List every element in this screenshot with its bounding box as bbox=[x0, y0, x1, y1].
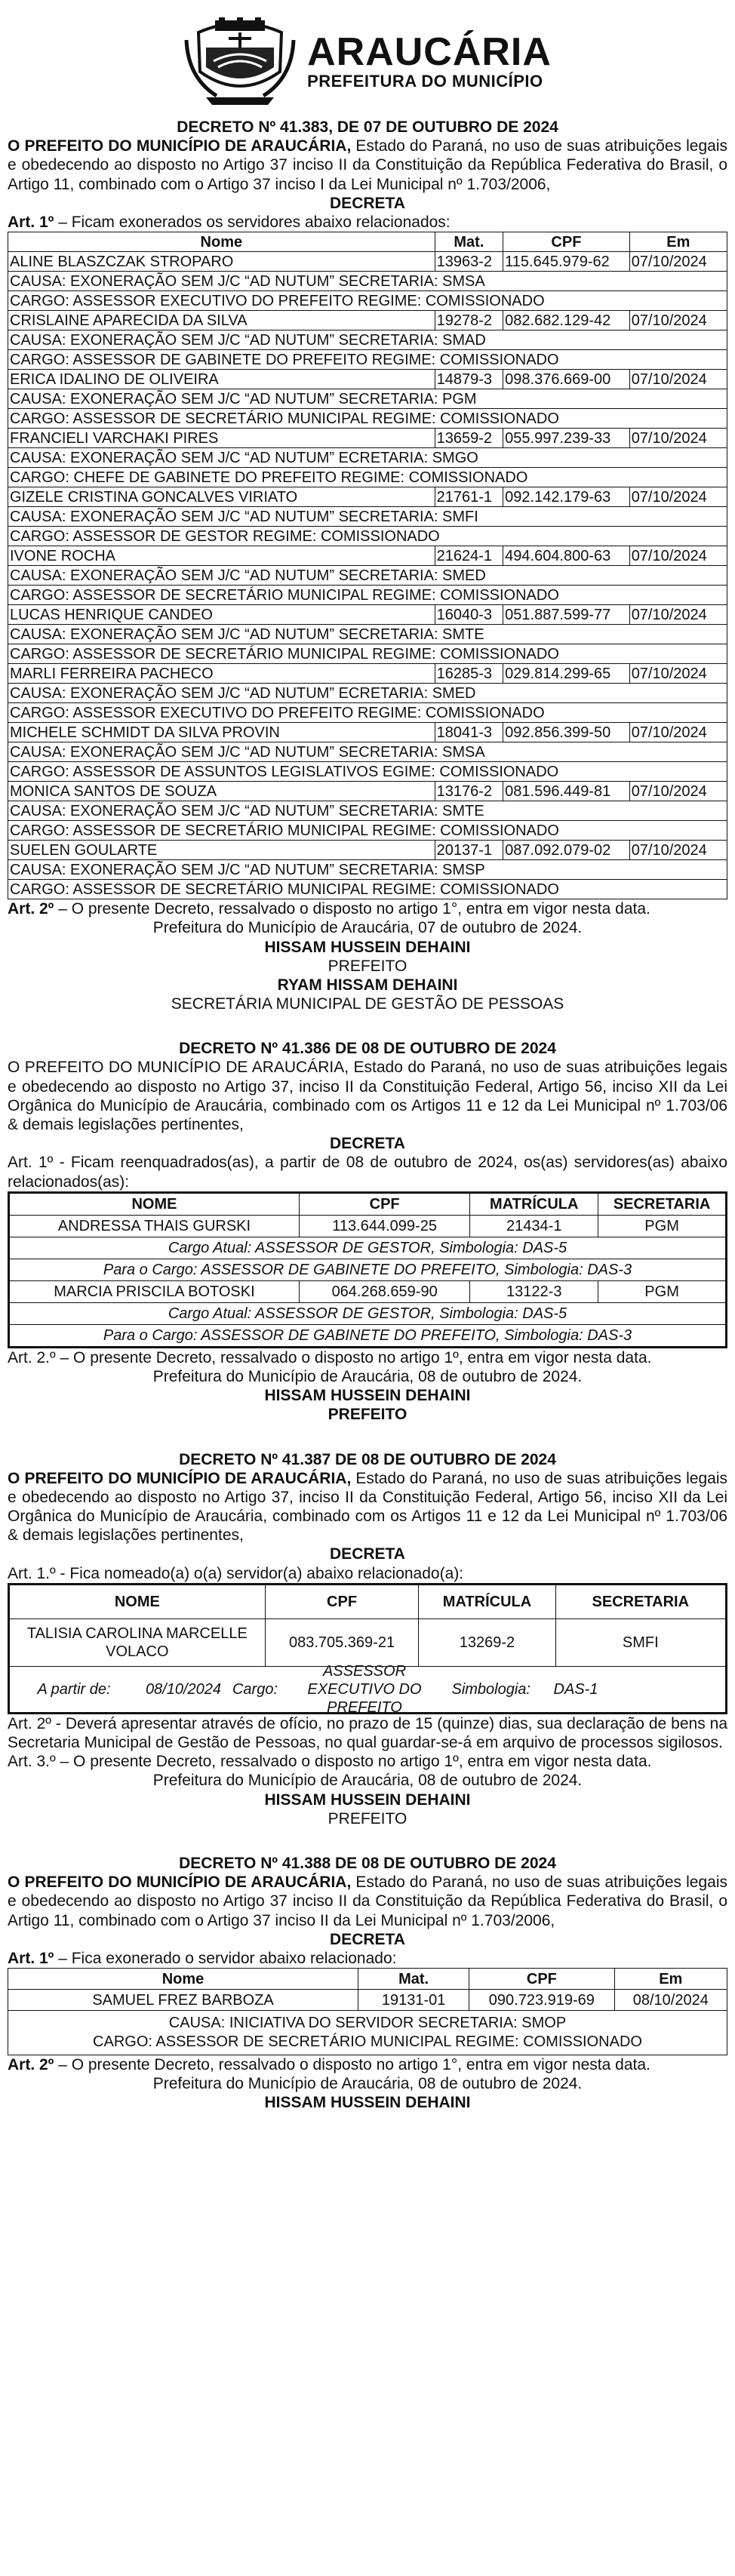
table-row bbox=[8, 546, 727, 566]
col-header: CPF bbox=[469, 1969, 614, 1990]
table-row bbox=[9, 1618, 727, 1666]
cell-matricula: 13176-2 bbox=[435, 782, 503, 801]
article-2: Art. 2º – O presente Decreto, ressalvado o disposto no artigo 1°, entra em vigor nesta data. bbox=[8, 2056, 650, 2074]
cell-em: 07/10/2024 bbox=[629, 311, 727, 330]
table-row-causa bbox=[8, 389, 727, 409]
label: Simbologia: bbox=[451, 1680, 530, 1698]
decree-title: DECRETO Nº 41.388 DE 08 DE OUTUBRO DE 2024 bbox=[179, 1854, 556, 1872]
table-row bbox=[8, 1990, 727, 2011]
article-1: Art. 1º - Ficam reenquadrados(as), a partir de 08 de outubro de 2024, os(as) servidores(as) abaixo relacionados(as): bbox=[8, 1154, 727, 1191]
label: A partir de: bbox=[37, 1680, 111, 1698]
table-row bbox=[8, 487, 727, 507]
cell-matricula: 21624-1 bbox=[435, 546, 503, 566]
cause-line: CAUSA: EXONERAÇÃO SEM J/C “AD NUTUM” ECRETARIA: SMGO bbox=[8, 448, 727, 468]
cell-cpf: 090.723.919-69 bbox=[469, 1990, 614, 2011]
table-row bbox=[8, 370, 727, 389]
brand-name: ARAUCÁRIA bbox=[307, 29, 552, 74]
cell-nome: MARLI FERREIRA PACHECO bbox=[8, 664, 435, 684]
cargo-line: CARGO: ASSESSOR DE ASSUNTOS LEGISLATIVOS EGIME: COMISSIONADO bbox=[8, 762, 727, 782]
place-date: Prefeitura do Município de Araucária, 08 de outubro de 2024. bbox=[152, 2075, 583, 2093]
cell-nome: MICHELE SCHMIDT DA SILVA PROVIN bbox=[8, 723, 435, 742]
signature-role: PREFEITO bbox=[328, 1809, 407, 1827]
article-1: Art. 1º – Fica exonerado o servidor abaixo relacionado: bbox=[8, 1949, 397, 1967]
cell-matricula: 13269-2 bbox=[419, 1618, 555, 1666]
appointment-table bbox=[8, 1583, 727, 1714]
col-header: Nome bbox=[8, 1969, 358, 1990]
col-header: MATRÍCULA bbox=[419, 1584, 555, 1618]
table-row bbox=[8, 664, 727, 684]
table-row-causa bbox=[8, 448, 727, 468]
cell-cpf: 115.645.979-62 bbox=[503, 252, 630, 272]
decree-title: DECRETO Nº 41.386 DE 08 DE OUTUBRO DE 2024 bbox=[179, 1040, 556, 1058]
table-row-causa bbox=[8, 801, 727, 821]
signature-name: HISSAM HUSSEIN DEHAINI bbox=[264, 2094, 471, 2112]
cell-secretaria: SMFI bbox=[555, 1618, 726, 1666]
decree-title: DECRETO Nº 41.383, DE 07 DE OUTUBRO DE 2024 bbox=[177, 118, 558, 136]
cell-cpf: 087.092.079-02 bbox=[503, 841, 630, 860]
cargo-line: CARGO: ASSESSOR EXECUTIVO DO PREFEITO REGIME: COMISSIONADO bbox=[8, 703, 727, 723]
current-position: Cargo Atual: ASSESSOR DE GESTOR, Simbologia: DAS-5 bbox=[9, 1302, 727, 1324]
decree-41388 bbox=[8, 1854, 727, 2113]
table-row-cargo bbox=[8, 350, 727, 370]
col-header: MATRÍCULA bbox=[470, 1192, 598, 1215]
cell-em: 07/10/2024 bbox=[629, 546, 727, 566]
cell-matricula: 19278-2 bbox=[435, 311, 503, 330]
label: Cargo: bbox=[232, 1680, 278, 1698]
col-header: NOME bbox=[9, 1584, 266, 1618]
cell-nome: MARCIA PRISCILA BOTOSKI bbox=[9, 1280, 300, 1302]
cell-nome: SAMUEL FREZ BARBOZA bbox=[8, 1990, 358, 2011]
cell-em: 07/10/2024 bbox=[629, 841, 727, 860]
cargo-line: CARGO: ASSESSOR DE GABINETE DO PREFEITO REGIME: COMISSIONADO bbox=[8, 350, 727, 370]
table-row bbox=[8, 605, 727, 625]
cell-matricula: 14879-3 bbox=[435, 370, 503, 389]
table-row-causa bbox=[8, 860, 727, 880]
signature-name: RYAM HISSAM DEHAINI bbox=[277, 976, 458, 994]
cause-line: CAUSA: EXONERAÇÃO SEM J/C “AD NUTUM” SECRETARIA: SMSA bbox=[8, 742, 727, 762]
col-header: NOME bbox=[9, 1192, 300, 1215]
exoneration-table bbox=[8, 232, 727, 899]
table-row-cargo bbox=[8, 762, 727, 782]
cell-matricula: 13659-2 bbox=[435, 429, 503, 448]
cause-line: CAUSA: EXONERAÇÃO SEM J/C “AD NUTUM” SECRETARIA: SMTE bbox=[8, 625, 727, 644]
col-header: Mat. bbox=[435, 232, 503, 252]
cell-secretaria: PGM bbox=[598, 1215, 727, 1237]
article-2: Art. 2º - Deverá apresentar através de ofício, no prazo de 15 (quinze) dias, sua declaração de bens na Secretaria Municipal de Gestão de Pessoas, no qual guardar-se-á em arquivo de processos sigilosos. bbox=[8, 1714, 727, 1751]
decreta-heading: DECRETA bbox=[330, 1930, 405, 1948]
cell-matricula: 21434-1 bbox=[470, 1215, 598, 1237]
table-row bbox=[8, 252, 727, 272]
cell-cpf: 051.887.599-77 bbox=[503, 605, 630, 625]
article-1: Art. 1º – Ficam exonerados os servidores abaixo relacionados: bbox=[8, 213, 451, 231]
col-header: SECRETARIA bbox=[598, 1192, 727, 1215]
cause-line: CAUSA: EXONERAÇÃO SEM J/C “AD NUTUM” SECRETARIA: SMSP bbox=[8, 860, 727, 880]
cargo-line: CARGO: ASSESSOR DE SECRETÁRIO MUNICIPAL REGIME: COMISSIONADO bbox=[8, 821, 727, 841]
cargo-line: CARGO: ASSESSOR EXECUTIVO DO PREFEITO REGIME: COMISSIONADO bbox=[8, 291, 727, 311]
cause-line: CAUSA: EXONERAÇÃO SEM J/C “AD NUTUM” SECRETARIA: SMED bbox=[8, 566, 727, 586]
cause-line: CAUSA: EXONERAÇÃO SEM J/C “AD NUTUM” ECRETARIA: SMED bbox=[8, 684, 727, 703]
col-header: Em bbox=[614, 1969, 727, 1990]
cell-nome: GIZELE CRISTINA GONCALVES VIRIATO bbox=[8, 487, 435, 507]
cell-nome: LUCAS HENRIQUE CANDEO bbox=[8, 605, 435, 625]
cell-matricula: 13963-2 bbox=[435, 252, 503, 272]
cell-matricula: 21761-1 bbox=[435, 487, 503, 507]
table-row bbox=[8, 841, 727, 860]
cell-nome: FRANCIELI VARCHAKI PIRES bbox=[8, 429, 435, 448]
header bbox=[8, 17, 727, 107]
table-row-causa bbox=[8, 742, 727, 762]
table-row bbox=[8, 723, 727, 742]
cell-cpf: 055.997.239-33 bbox=[503, 429, 630, 448]
new-position: Para o Cargo: ASSESSOR DE GABINETE DO PREFEITO, Simbologia: DAS-3 bbox=[9, 1259, 727, 1280]
table-row-cargo bbox=[8, 703, 727, 723]
value: ASSESSOR EXECUTIVO DO PREFEITO bbox=[307, 1662, 422, 1716]
table-row-cargo bbox=[8, 880, 727, 899]
col-header: CPF bbox=[299, 1192, 469, 1215]
cell-nome: SUELEN GOULARTE bbox=[8, 841, 435, 860]
cargo-line: CARGO: ASSESSOR DE SECRETÁRIO MUNICIPAL REGIME: COMISSIONADO bbox=[93, 2033, 642, 2051]
cell-secretaria: PGM bbox=[598, 1280, 727, 1302]
table-row-causa bbox=[8, 330, 727, 350]
table-row bbox=[8, 2011, 727, 2055]
reclassification-table-body bbox=[9, 1215, 727, 1347]
cell-em: 07/10/2024 bbox=[629, 487, 727, 507]
signature-role: SECRETÁRIA MUNICIPAL DE GESTÃO DE PESSOAS bbox=[171, 995, 564, 1013]
signature-role: PREFEITO bbox=[328, 957, 407, 975]
cause-line: CAUSA: EXONERAÇÃO SEM J/C “AD NUTUM” SECRETARIA: SMTE bbox=[8, 801, 727, 821]
decreta-heading: DECRETA bbox=[330, 194, 405, 212]
cargo-line: CARGO: ASSESSOR DE SECRETÁRIO MUNICIPAL REGIME: COMISSIONADO bbox=[8, 644, 727, 664]
cell-em: 08/10/2024 bbox=[614, 1990, 727, 2011]
article-2: Art. 2º – O presente Decreto, ressalvado o disposto no artigo 1°, entra em vigor nesta data. bbox=[8, 900, 650, 918]
decree-preamble: O PREFEITO DO MUNICÍPIO DE ARAUCÁRIA, Estado do Paraná, no uso de suas atribuições legais e obedecendo ao disposto no Artigo 37 inciso II da Constituição da República Federativa do Brasil, o Artigo 11, combinado com o Artigo 37 inciso I da Lei Municipal nº 1.703/2006, bbox=[8, 137, 728, 193]
cell-matricula: 19131-01 bbox=[358, 1990, 469, 2011]
cell-matricula: 16285-3 bbox=[435, 664, 503, 684]
current-position: Cargo Atual: ASSESSOR DE GESTOR, Simbologia: DAS-5 bbox=[9, 1237, 727, 1259]
cell-nome: IVONE ROCHA bbox=[8, 546, 435, 566]
cell-cpf: 082.682.129-42 bbox=[503, 311, 630, 330]
table-row-cargo bbox=[8, 468, 727, 487]
table-row-atual bbox=[9, 1302, 727, 1324]
decree-preamble: O PREFEITO DO MUNICÍPIO DE ARAUCÁRIA, Estado do Paraná, no uso de suas atribuições legais e obedecendo ao disposto no Artigo 37, inciso II da Constituição Federal, Artigo 56, inciso XII da Lei Orgânica do Município de Araucária, combinado com os Artigos 11 e 12 da Lei Municipal nº 1.703/06 & demais legislações pertinentes, bbox=[8, 1059, 727, 1133]
cell-matricula: 18041-3 bbox=[435, 723, 503, 742]
table-row-causa bbox=[8, 625, 727, 644]
cell-matricula: 16040-3 bbox=[435, 605, 503, 625]
municipal-crest-icon bbox=[183, 17, 297, 106]
cell-cpf: 092.856.399-50 bbox=[503, 723, 630, 742]
cell-em: 07/10/2024 bbox=[629, 723, 727, 742]
table-row-causa bbox=[8, 272, 727, 291]
col-header: Em bbox=[629, 232, 727, 252]
article-2: Art. 2.º – O presente Decreto, ressalvado o disposto no artigo 1º, entra em vigor nesta data. bbox=[8, 1348, 652, 1366]
cause-line: CAUSA: INICIATIVA DO SERVIDOR SECRETARIA: SMOP bbox=[168, 2015, 567, 2032]
cause-line: CAUSA: EXONERAÇÃO SEM J/C “AD NUTUM” SECRETARIA: PGM bbox=[8, 389, 727, 409]
value: DAS-1 bbox=[553, 1680, 598, 1698]
table-row bbox=[9, 1280, 727, 1302]
decree-41386 bbox=[8, 1039, 727, 1424]
cell-cpf: 081.596.449-81 bbox=[503, 782, 630, 801]
table-row-novo bbox=[9, 1324, 727, 1347]
signature-name: HISSAM HUSSEIN DEHAINI bbox=[264, 1791, 471, 1809]
cell-nome: CRISLAINE APARECIDA DA SILVA bbox=[8, 311, 435, 330]
table-row-cargo bbox=[8, 586, 727, 605]
brand bbox=[307, 29, 552, 91]
table-row bbox=[8, 782, 727, 801]
table-row-cargo bbox=[8, 291, 727, 311]
cargo-line: CARGO: ASSESSOR DE GESTOR REGIME: COMISSIONADO bbox=[8, 527, 727, 546]
exoneration-table bbox=[8, 1968, 727, 2055]
cell-nome: ANDRESSA THAIS GURSKI bbox=[9, 1215, 300, 1237]
col-header: SECRETARIA bbox=[555, 1584, 726, 1618]
table-row-cargo bbox=[8, 821, 727, 841]
table-row bbox=[9, 1666, 727, 1713]
cause-line: CAUSA: EXONERAÇÃO SEM J/C “AD NUTUM” SECRETARIA: SMAD bbox=[8, 330, 727, 350]
cargo-line: CARGO: CHEFE DE GABINETE DO PREFEITO REGIME: COMISSIONADO bbox=[8, 468, 727, 487]
cargo-line: CARGO: ASSESSOR DE SECRETÁRIO MUNICIPAL REGIME: COMISSIONADO bbox=[8, 586, 727, 605]
cause-line: CAUSA: EXONERAÇÃO SEM J/C “AD NUTUM” SECRETARIA: SMSA bbox=[8, 272, 727, 291]
cell-em: 07/10/2024 bbox=[629, 782, 727, 801]
cell-em: 07/10/2024 bbox=[629, 664, 727, 684]
table-row bbox=[8, 429, 727, 448]
table-row-causa bbox=[8, 507, 727, 527]
col-header: CPF bbox=[265, 1584, 419, 1618]
cell-cpf: 113.644.099-25 bbox=[299, 1215, 469, 1237]
cause-line: CAUSA: EXONERAÇÃO SEM J/C “AD NUTUM” SECRETARIA: SMFI bbox=[8, 507, 727, 527]
cell-em: 07/10/2024 bbox=[629, 252, 727, 272]
cell-cpf: 092.142.179-63 bbox=[503, 487, 630, 507]
table-row bbox=[8, 311, 727, 330]
cell-cpf: 083.705.369-21 bbox=[265, 1618, 419, 1666]
cell-cpf: 064.268.659-90 bbox=[299, 1280, 469, 1302]
cell-cpf: 494.604.800-63 bbox=[503, 546, 630, 566]
reclassification-table bbox=[8, 1191, 727, 1348]
decreta-heading: DECRETA bbox=[330, 1135, 405, 1153]
signature-role: PREFEITO bbox=[328, 1406, 407, 1424]
new-position: Para o Cargo: ASSESSOR DE GABINETE DO PREFEITO, Simbologia: DAS-3 bbox=[9, 1324, 727, 1347]
table-row-atual bbox=[9, 1237, 727, 1259]
article-3: Art. 3.º – O presente Decreto, ressalvado o disposto no artigo 1º, entra em vigor nesta data. bbox=[8, 1753, 652, 1771]
cell-nome: MONICA SANTOS DE SOUZA bbox=[8, 782, 435, 801]
cell-nome: TALISIA CAROLINA MARCELLE VOLACO bbox=[9, 1618, 266, 1666]
cargo-line: CARGO: ASSESSOR DE SECRETÁRIO MUNICIPAL REGIME: COMISSIONADO bbox=[8, 409, 727, 429]
cell-em: 07/10/2024 bbox=[629, 370, 727, 389]
place-date: Prefeitura do Município de Araucária, 07 de outubro de 2024. bbox=[152, 919, 583, 937]
decree-41387 bbox=[8, 1450, 727, 1828]
decree-title: DECRETO Nº 41.387 DE 08 DE OUTUBRO DE 2024 bbox=[179, 1450, 556, 1468]
cell-matricula: 13122-3 bbox=[470, 1280, 598, 1302]
value: 08/10/2024 bbox=[145, 1680, 222, 1698]
decree-preamble: O PREFEITO DO MUNICÍPIO DE ARAUCÁRIA, Estado do Paraná, no uso de suas atribuições legais e obedecendo ao disposto no Artigo 37 inciso II da Constituição da República Federativa do Brasil, o Artigo 11, combinado com o Artigo 37 inciso II da Lei Municipal nº 1.703/2006, bbox=[8, 1874, 728, 1929]
cell-em: 07/10/2024 bbox=[629, 429, 727, 448]
signature-name: HISSAM HUSSEIN DEHAINI bbox=[264, 938, 471, 956]
cell-nome: ERICA IDALINO DE OLIVEIRA bbox=[8, 370, 435, 389]
table-row-cargo bbox=[8, 527, 727, 546]
brand-subtitle: PREFEITURA DO MUNICÍPIO bbox=[307, 71, 543, 91]
cell-em: 07/10/2024 bbox=[629, 605, 727, 625]
col-header: Mat. bbox=[358, 1969, 469, 1990]
place-date: Prefeitura do Município de Araucária, 08 de outubro de 2024. bbox=[152, 1772, 583, 1790]
table-row-causa bbox=[8, 684, 727, 703]
exoneration-table-body bbox=[8, 252, 727, 899]
table-row-cargo bbox=[8, 644, 727, 664]
cell-cpf: 098.376.669-00 bbox=[503, 370, 630, 389]
cell-nome: ALINE BLASZCZAK STROPARO bbox=[8, 252, 435, 272]
decreta-heading: DECRETA bbox=[330, 1545, 405, 1563]
table-row-causa bbox=[8, 566, 727, 586]
article-1: Art. 1.º - Fica nomeado(a) o(a) servidor(a) abaixo relacionado(a): bbox=[8, 1564, 464, 1582]
decree-preamble: O PREFEITO DO MUNICÍPIO DE ARAUCÁRIA, Estado do Paraná, no uso de suas atribuições legais e obedecendo ao disposto no Artigo 37, inciso II da Constituição Federal, Artigo 56, inciso XII da Lei Orgânica do Município de Araucária, combinado com os Artigos 11 e 12 da Lei Municipal nº 1.703/06 & demais legislações pertinentes, bbox=[8, 1469, 728, 1545]
cell-matricula: 20137-1 bbox=[435, 841, 503, 860]
cargo-line: CARGO: ASSESSOR DE SECRETÁRIO MUNICIPAL REGIME: COMISSIONADO bbox=[8, 880, 727, 899]
decree-41383 bbox=[8, 118, 727, 1013]
appointment-details bbox=[10, 1662, 725, 1716]
signature-name: HISSAM HUSSEIN DEHAINI bbox=[264, 1387, 471, 1405]
table-row-novo bbox=[9, 1259, 727, 1280]
table-row-cargo bbox=[8, 409, 727, 429]
col-header: Nome bbox=[8, 232, 435, 252]
place-date: Prefeitura do Município de Araucária, 08 de outubro de 2024. bbox=[152, 1367, 583, 1385]
table-row bbox=[9, 1215, 727, 1237]
col-header: CPF bbox=[503, 232, 630, 252]
cell-cpf: 029.814.299-65 bbox=[503, 664, 630, 684]
